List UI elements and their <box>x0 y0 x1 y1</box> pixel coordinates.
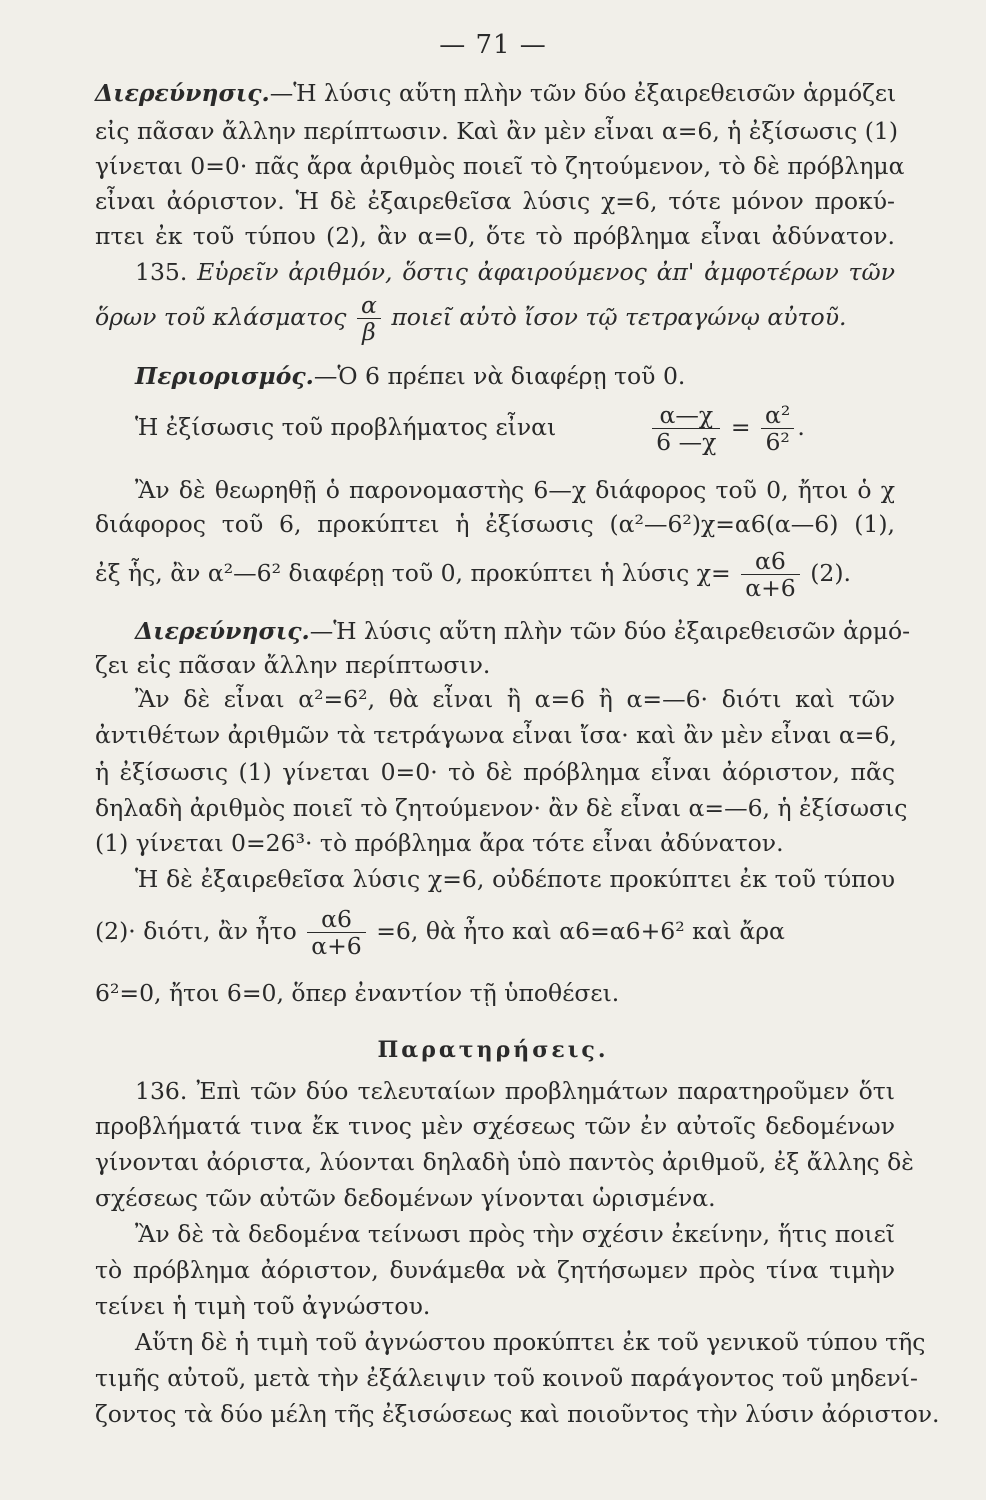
line-24: προβλήματά τινα ἔκ τινος μὲν σχέσεως τῶν ἐν αὐτοῖς δεδομένων <box>95 1112 895 1140</box>
section-head-restriction: Περιορισμός. <box>135 362 314 390</box>
fraction-numerator: α² <box>761 402 794 429</box>
fraction-denominator: α+6 <box>745 574 796 602</box>
line-12 <box>95 548 895 601</box>
line-18: δηλαδὴ ἀριθμὸς ποιεῖ τὸ ζητούμενον· ἂν δὲ εἶναι α=—6, ἡ ἐξίσωσις <box>95 794 908 822</box>
line-14: ζει εἰς πᾶσαν ἄλλην περίπτωσιν. <box>95 651 491 679</box>
line-2: εἰς πᾶσαν ἄλλην περίπτωσιν. Καὶ ἂν μὲν εἶναι α=6, ἡ ἐξίσωσις (1) <box>95 117 898 145</box>
line-9-equation <box>135 402 895 455</box>
line-text: —Ἡ λύσις αὕτη πλὴν τῶν δύο ἐξαιρεθεισῶν ἁρμό- <box>309 617 911 645</box>
line-text-pre: Ἡ ἐξίσωσις τοῦ προβλήματος εἶναι <box>135 413 557 441</box>
line-16: ἀντιθέτων ἀριθμῶν τὰ τετράγωνα εἶναι ἴσα· καὶ ἂν μὲν εἶναι α=6, <box>95 721 897 749</box>
fraction-numerator: α6 <box>741 548 800 575</box>
line-19: (1) γίνεται 0=26³· τὸ πρόβλημα ἄρα τότε εἶναι ἀδύνατον. <box>95 829 784 857</box>
line-text: —Ὁ 6 πρέπει νὰ διαφέρῃ τοῦ 0. <box>313 362 686 390</box>
line-30: Αὕτη δὲ ἡ τιμὴ τοῦ ἀγνώστου προκύπτει ἐκ τοῦ γενικοῦ τύπου τῆς <box>135 1328 926 1356</box>
line-7 <box>95 292 895 345</box>
fraction-numerator: α—χ <box>652 402 720 429</box>
section-head-investigation: Διερεύνησις. <box>135 617 310 645</box>
line-8 <box>135 361 895 391</box>
line-21 <box>95 906 895 959</box>
line-22: 6²=0, ἤτοι 6=0, ὅπερ ἐναντίον τῇ ὑποθέσει. <box>95 979 620 1007</box>
line-17: ἡ ἐξίσωσις (1) γίνεται 0=0· τὸ δὲ πρόβλημα εἶναι ἀόριστον, πᾶς <box>95 758 895 786</box>
line-1 <box>95 78 895 108</box>
line-10: Ἂν δὲ θεωρηθῇ ὁ παρονομαστὴς 6—χ διάφορος τοῦ 0, ἤτοι ὁ χ <box>135 476 895 504</box>
line-3: γίνεται 0=0· πᾶς ἄρα ἀριθμὸς ποιεῖ τὸ ζητούμενον, τὸ δὲ πρόβλημα <box>95 152 905 180</box>
line-text-pre: ἐξ ἧς, ἂν α²—6² διαφέρῃ τοῦ 0, προκύπτει ἡ λύσις χ= <box>95 559 731 587</box>
fraction-denominator: β <box>362 318 376 346</box>
problem-statement: Εὑρεῖν ἀριθμόν, ὅστις ἀφαιρούμενος ἀπ' ἀμφοτέρων τῶν <box>197 258 895 286</box>
line-13 <box>135 616 911 646</box>
line-29: τείνει ἡ τιμὴ τοῦ ἀγνώστου. <box>95 1292 431 1320</box>
line-32: ζοντος τὰ δύο μέλη τῆς ἐξισώσεως καὶ ποιοῦντος τὴν λύσιν ἀόριστον. <box>95 1400 940 1428</box>
line-23: 136. Ἐπὶ τῶν δύο τελευταίων προβλημάτων παρατηροῦμεν ὅτι <box>135 1077 895 1105</box>
fraction-left <box>652 402 720 455</box>
section-heading-remarks: Παρατηρήσεις. <box>377 1037 609 1063</box>
line-text-pre: (2)· διότι, ἂν ἦτο <box>95 917 297 945</box>
line-20: Ἡ δὲ ἐξαιρεθεῖσα λύσις χ=6, οὐδέποτε προκύπτει ἐκ τοῦ τύπου <box>135 865 895 893</box>
period: . <box>797 413 805 441</box>
line-text-pre: ὅρων τοῦ κλάσματος <box>95 303 347 331</box>
fraction-denominator: α+6 <box>311 932 362 960</box>
line-text-post: ποιεῖ αὐτὸ ἴσον τῷ τετραγώνῳ αὐτοῦ. <box>391 303 847 331</box>
fraction-alpha-beta <box>357 292 381 345</box>
equation-number: (2). <box>810 559 851 587</box>
fraction-numerator: α <box>357 292 381 319</box>
equals-sign: = <box>730 413 751 441</box>
fraction-right <box>761 402 794 455</box>
line-6-problem-135 <box>135 257 895 287</box>
line-11: διάφορος τοῦ 6, προκύπτει ἡ ἐξίσωσις (α²—6²)χ=α6(α—6) (1), <box>95 510 895 538</box>
line-25: γίνονται ἀόριστα, λύονται δηλαδὴ ὑπὸ παντὸς ἀριθμοῦ, ἐξ ἄλλης δὲ <box>95 1148 914 1176</box>
fraction-check <box>307 906 366 959</box>
fraction-solution <box>741 548 800 601</box>
fraction-denominator: 6² <box>765 428 790 456</box>
line-28: τὸ πρόβλημα ἀόριστον, δυνάμεθα νὰ ζητήσωμεν πρὸς τίνα τιμὴν <box>95 1256 895 1284</box>
line-text: —Ἡ λύσις αὕτη πλὴν τῶν δύο ἐξαιρεθεισῶν ἁρμόζει <box>269 79 897 107</box>
line-4: εἶναι ἀόριστον. Ἡ δὲ ἐξαιρεθεῖσα λύσις χ=6, τότε μόνον προκύ- <box>95 187 895 215</box>
fraction-denominator: 6 —χ <box>656 428 717 456</box>
line-26: σχέσεως τῶν αὐτῶν δεδομένων γίνονται ὡρισμένα. <box>95 1184 716 1212</box>
page-number: — 71 — <box>439 30 547 60</box>
line-text-post: =6, θὰ ἦτο καὶ α6=α6+6² καὶ ἄρα <box>376 917 785 945</box>
line-5: πτει ἐκ τοῦ τύπου (2), ἂν α=0, ὅτε τὸ πρόβλημα εἶναι ἀδύνατον. <box>95 222 895 250</box>
line-27: Ἂν δὲ τὰ δεδομένα τείνωσι πρὸς τὴν σχέσιν ἐκείνην, ἥτις ποιεῖ <box>135 1220 895 1248</box>
line-15: Ἂν δὲ εἶναι α²=6², θὰ εἶναι ἢ α=6 ἢ α=—6· διότι καὶ τῶν <box>135 685 895 713</box>
section-head-investigation: Διερεύνησις. <box>95 79 270 107</box>
problem-number: 135. <box>135 258 188 286</box>
line-31: τιμῆς αὐτοῦ, μετὰ τὴν ἐξάλειψιν τοῦ κοινοῦ παράγοντος τοῦ μηδενί- <box>95 1364 918 1392</box>
fraction-numerator: α6 <box>307 906 366 933</box>
